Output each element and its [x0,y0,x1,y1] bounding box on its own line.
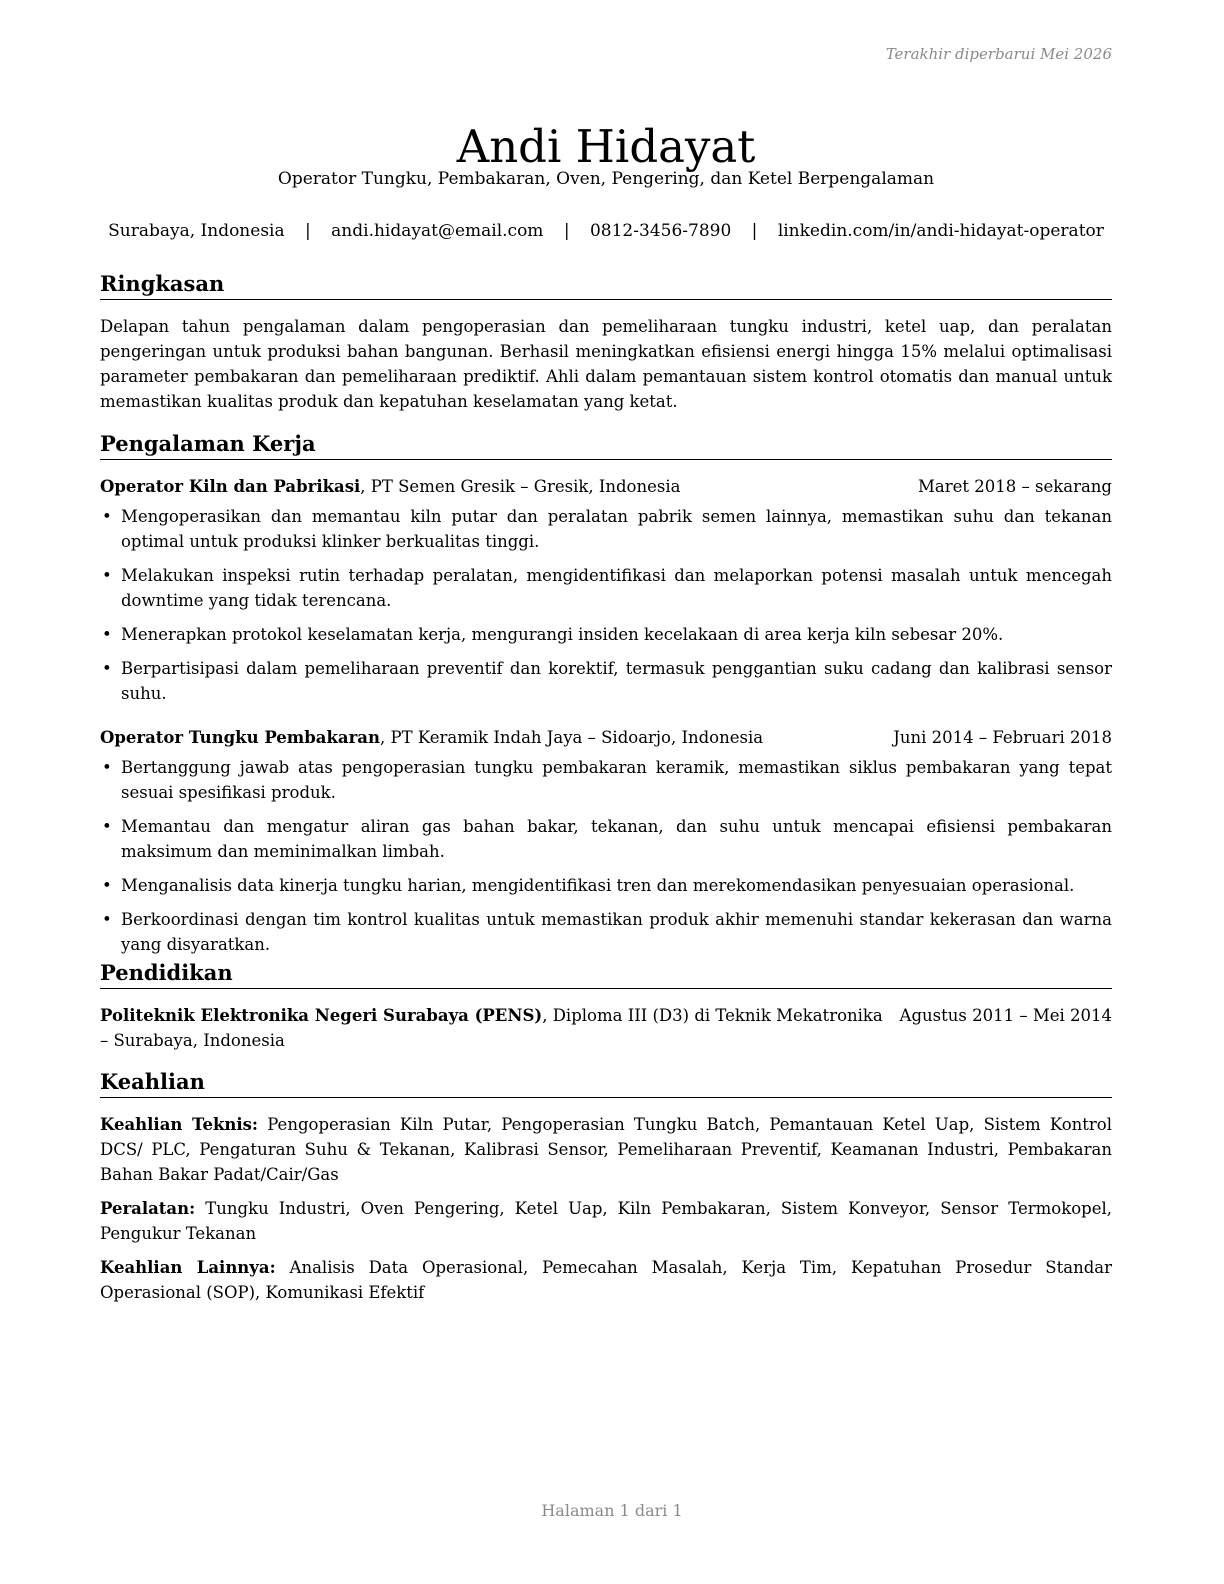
job-bullet-text: Menerapkan protokol keselamatan kerja, mengurangi insiden kecelakaan di area kerja kiln sebesar 20%. [121,625,1004,644]
education-entry [100,1003,1112,1053]
job-entry [100,725,1112,957]
job-header [100,725,1112,750]
job-bullets [100,755,1112,957]
skill-group [100,1112,1112,1187]
last-updated: Terakhir diperbarui Mei 2026 [885,45,1112,63]
job-header [100,474,1112,499]
summary-text: Delapan tahun pengalaman dalam pengoperasian dan pemeliharaan tungku industri, ketel uap, dan peralatan pengeringan untuk produksi bahan bangunan. Berhasil meningkatkan efisiensi energi hingga 15% melalui optimalisasi parameter pembakaran dan pemeliharaan prediktif. Ahli dalam pemantauan sistem kontrol otomatis dan manual untuk memastikan kualitas produk dan kepatuhan keselamatan yang ketat. [100,317,1112,411]
job-dates: Maret 2018 – sekarang [918,477,1112,496]
section-title-skills: Keahlian [100,1068,1112,1098]
contact-separator: | [305,221,311,241]
education-section [100,959,1112,1053]
job-title-line [100,474,680,499]
skill-text: Tungku Industri, Oven Pengering, Ketel Uap, Kiln Pembakaran, Sistem Konveyor, Sensor Termokopel, Pengukur Tekanan [100,1199,1112,1243]
job-bullet-text: Melakukan inspeksi rutin terhadap peralatan, mengidentifikasi dan melaporkan potensi masalah untuk mencegah downtime yang tidak terencana. [121,566,1112,610]
job-bullet [100,504,1112,554]
job-bullet-text: Bertanggung jawab atas pengoperasian tungku pembakaran keramik, memastikan siklus pembakaran yang tepat sesuai spesifikasi produk. [121,758,1112,802]
skill-label: Keahlian Teknis: [100,1115,259,1134]
contact-linkedin[interactable]: linkedin.com/in/andi-hidayat-operator [777,221,1104,241]
education-degree: , Diploma III (D3) di Teknik Mekatronika [542,1006,883,1025]
job-bullet [100,814,1112,864]
job-bullet [100,907,1112,957]
section-title-education: Pendidikan [100,959,1112,989]
bullet-dot: • [102,910,112,929]
skill-group [100,1196,1112,1246]
bullet-dot: • [102,659,112,678]
skills-section [100,1068,1112,1314]
skills-list [100,1112,1112,1305]
job-bullets [100,504,1112,706]
job-dates: Juni 2014 – Februari 2018 [893,728,1112,747]
bullet-dot: • [102,566,112,585]
contact-email[interactable]: andi.hidayat@email.com [331,221,544,241]
job-bullet [100,563,1112,613]
contact-line [100,219,1112,243]
contact-location: Surabaya, Indonesia [108,221,285,241]
job-bullet [100,656,1112,706]
contact-separator: | [751,221,758,241]
job-bullet [100,873,1112,898]
job-title-line [100,725,763,750]
job-bullet-text: Menganalisis data kinerja tungku harian, mengidentifikasi tren dan merekomendasikan penyesuaian operasional. [121,876,1075,895]
education-location: – Surabaya, Indonesia [100,1031,285,1050]
summary-section [100,270,1112,414]
skill-label: Peralatan: [100,1199,196,1218]
skill-group [100,1255,1112,1305]
job-company: , PT Semen Gresik – Gresik, Indonesia [360,477,681,496]
job-bullet-text: Memantau dan mengatur aliran gas bahan bakar, tekanan, dan suhu untuk mencapai efisiensi pembakaran maksimum dan meminimalkan limbah. [121,817,1112,861]
skill-text: Analisis Data Operasional, Pemecahan Masalah, Kerja Tim, Kepatuhan Prosedur Standar Operasional (SOP), Komunikasi Efektif [100,1258,1112,1302]
job-entry [100,474,1112,706]
contact-separator: | [563,221,570,241]
bullet-dot: • [102,758,112,777]
section-title-experience: Pengalaman Kerja [100,430,1112,460]
job-bullet [100,622,1112,647]
bullet-dot: • [102,507,112,526]
experience-section [100,430,1112,966]
contact-phone: 0812-3456-7890 [589,221,732,241]
skill-label: Keahlian Lainnya: [100,1258,276,1277]
education-school: Politeknik Elektronika Negeri Surabaya (PENS) [100,1006,543,1025]
page-number: Halaman 1 dari 1 [541,1501,683,1520]
bullet-dot: • [102,876,112,895]
job-bullet-text: Berpartisipasi dalam pemeliharaan preventif dan korektif, termasuk penggantian suku cadang dan kalibrasi sensor suhu. [121,659,1112,703]
candidate-name: Andi Hidayat [456,120,756,174]
job-bullet-text: Mengoperasikan dan memantau kiln putar dan peralatan pabrik semen lainnya, memastikan suhu dan tekanan optimal untuk produksi klinker berkualitas tinggi. [121,507,1112,551]
job-role: Operator Tungku Pembakaran [100,728,380,747]
job-bullet [100,755,1112,805]
education-dates: Agustus 2011 – Mei 2014 [899,1006,1112,1025]
bullet-dot: • [102,817,112,836]
job-company: , PT Keramik Indah Jaya – Sidoarjo, Indonesia [379,728,764,747]
job-bullet-text: Berkoordinasi dengan tim kontrol kualitas untuk memastikan produk akhir memenuhi standar kekerasan dan warna yang disyaratkan. [121,910,1112,954]
section-title-summary: Ringkasan [100,270,1112,300]
candidate-headline: Operator Tungku, Pembakaran, Oven, Pengering, dan Ketel Berpengalaman [277,169,935,189]
bullet-dot: • [102,625,112,644]
skill-text: Pengoperasian Kiln Putar, Pengoperasian Tungku Batch, Pemantauan Ketel Uap, Sistem Kontrol DCS/ PLC, Pengaturan Suhu & Tekanan, Kalibrasi Sensor, Pemeliharaan Preventif, Keamanan Industri, Pembakaran Bahan Bakar Padat/Cair/Gas [100,1115,1113,1184]
job-role: Operator Kiln dan Pabrikasi [100,477,361,496]
